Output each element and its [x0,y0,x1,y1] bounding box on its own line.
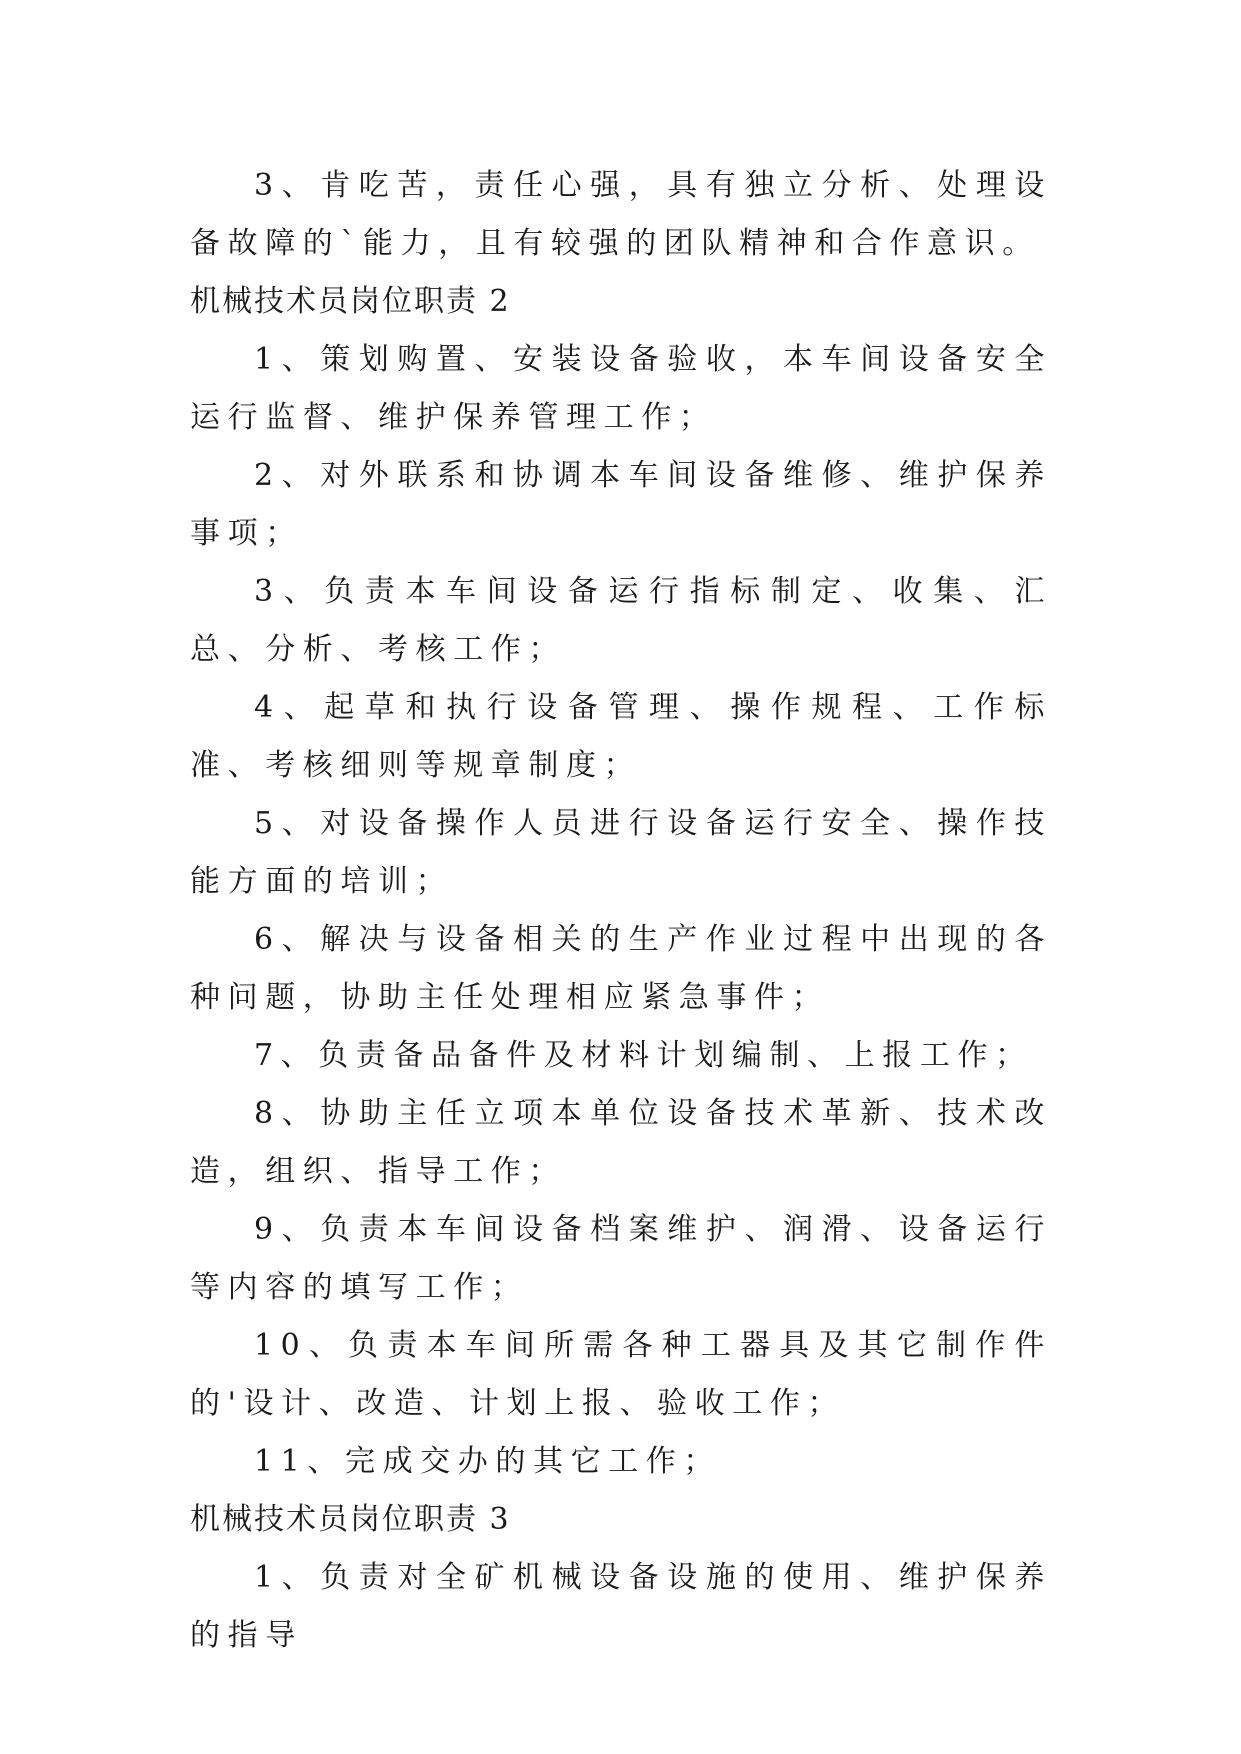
section-heading: 机械技术员岗位职责 2 [190,284,511,319]
paragraph: 7、负责备品备件及材料计划编制、上报工作； [254,1038,1033,1073]
paragraph: 3、肯吃苦，责任心强，具有独立分析、处理设备故障的`能力，且有较强的团队精神和合作意识。 [190,168,1052,261]
section-heading: 机械技术员岗位职责 3 [190,1502,511,1537]
paragraph: 2、对外联系和协调本车间设备维修、维护保养事项； [190,458,1052,551]
paragraph: 4、起草和执行设备管理、操作规程、工作标准、考核细则等规章制度； [190,690,1052,783]
paragraph: 10、负责本车间所需各种工器具及其它制作件的'设计、改造、计划上报、验收工作； [190,1328,1052,1421]
paragraph: 3、负责本车间设备运行指标制定、收集、汇总、分析、考核工作； [190,574,1052,667]
paragraph: 8、协助主任立项本单位设备技术革新、技术改造，组织、指导工作； [190,1096,1052,1189]
paragraph: 1、策划购置、安装设备验收，本车间设备安全运行监督、维护保养管理工作； [190,342,1052,435]
document-body [190,157,1052,1665]
paragraph: 1、负责对全矿机械设备设施的使用、维护保养的指导 [190,1560,1052,1653]
paragraph: 9、负责本车间设备档案维护、润滑、设备运行等内容的填写工作； [190,1212,1052,1305]
paragraph: 11、完成交办的其它工作； [254,1444,721,1479]
paragraph: 6、解决与设备相关的生产作业过程中出现的各种问题，协助主任处理相应紧急事件； [190,922,1052,1015]
paragraph: 5、对设备操作人员进行设备运行安全、操作技能方面的培训； [190,806,1052,899]
